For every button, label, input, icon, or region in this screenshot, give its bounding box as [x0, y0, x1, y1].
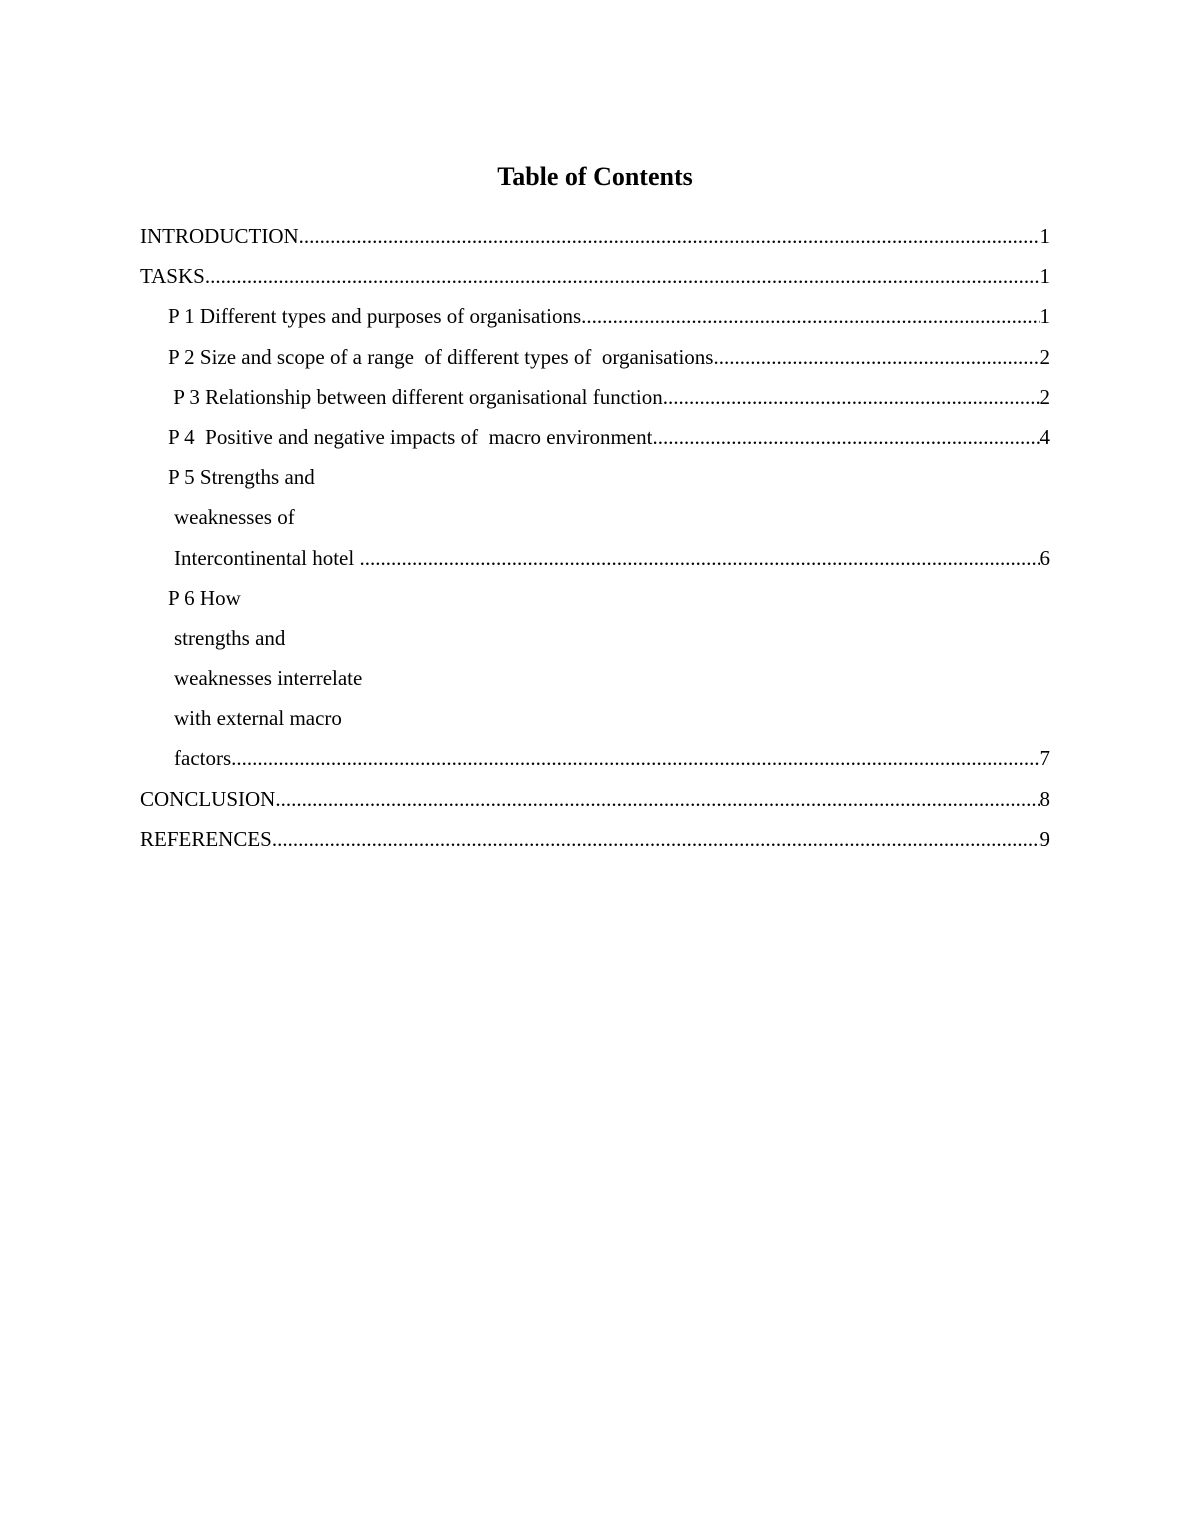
- toc-entry-text: P 6 How: [168, 585, 241, 610]
- toc-page-number: 7: [1039, 746, 1050, 771]
- dot-leader: [663, 383, 1040, 423]
- toc-entry-text: TASKS: [140, 264, 205, 289]
- toc-page-number: 1: [1039, 224, 1050, 248]
- toc-entry-text: Intercontinental hotel: [174, 545, 360, 570]
- toc-entry[interactable]: [140, 704, 1050, 744]
- toc-page-number: 9: [1039, 826, 1050, 851]
- toc-entry[interactable]: [140, 785, 1050, 825]
- toc-entry-text: weaknesses interrelate: [174, 666, 363, 691]
- toc-entry-text: P 1 Different types and purposes of organisations: [168, 304, 582, 329]
- toc-entry[interactable]: [140, 262, 1050, 302]
- toc-entry-text: P 3 Relationship between different organisational function: [168, 384, 663, 409]
- dot-leader: [359, 544, 1039, 584]
- toc-entry[interactable]: [140, 383, 1050, 423]
- toc-entry[interactable]: [140, 624, 1050, 664]
- toc-page-number: 6: [1039, 545, 1050, 570]
- toc-entry[interactable]: [140, 584, 1050, 624]
- toc-entry[interactable]: [140, 222, 1050, 262]
- toc-entry-text: strengths and: [174, 625, 286, 650]
- toc-page-number: 8: [1039, 786, 1050, 811]
- toc-entry[interactable]: [140, 463, 1050, 503]
- dot-leader: [231, 744, 1039, 784]
- toc-entry[interactable]: [140, 423, 1050, 463]
- dot-leader: [272, 825, 1040, 865]
- toc-entry-text: factors: [174, 746, 232, 771]
- toc-entry-text: P 5 Strengths and: [168, 465, 315, 490]
- toc-title: Table of Contents: [497, 162, 693, 191]
- toc-entry-text: CONCLUSION: [140, 786, 276, 811]
- toc-page-number: 1: [1039, 304, 1050, 329]
- dot-leader: [275, 785, 1039, 825]
- toc-entry[interactable]: [140, 664, 1050, 704]
- table-of-contents: [140, 222, 1050, 865]
- toc-entry[interactable]: [140, 544, 1050, 584]
- toc-entry[interactable]: [140, 302, 1050, 342]
- toc-entry[interactable]: [140, 503, 1050, 543]
- toc-entry-text: with external macro: [174, 706, 342, 731]
- dot-leader: [205, 262, 1040, 302]
- dot-leader: [652, 423, 1039, 463]
- dot-leader: [581, 302, 1039, 342]
- toc-page-number: 2: [1039, 384, 1050, 409]
- dot-leader: [713, 343, 1039, 383]
- toc-entry[interactable]: [140, 744, 1050, 784]
- toc-entry-text: REFERENCES: [140, 826, 272, 851]
- toc-entry[interactable]: [140, 343, 1050, 383]
- toc-entry-text: P 2 Size and scope of a range of different types of organisations: [168, 344, 714, 369]
- toc-entry-text: weaknesses of: [174, 505, 295, 530]
- toc-entry[interactable]: [140, 825, 1050, 865]
- dot-leader: [299, 222, 1040, 262]
- toc-page-number: 1: [1039, 264, 1050, 289]
- toc-page-number: 4: [1039, 424, 1050, 449]
- toc-entry-text: INTRODUCTION: [140, 224, 299, 248]
- toc-page-number: 2: [1039, 344, 1050, 369]
- toc-entry-text: P 4 Positive and negative impacts of macro environment: [168, 424, 653, 449]
